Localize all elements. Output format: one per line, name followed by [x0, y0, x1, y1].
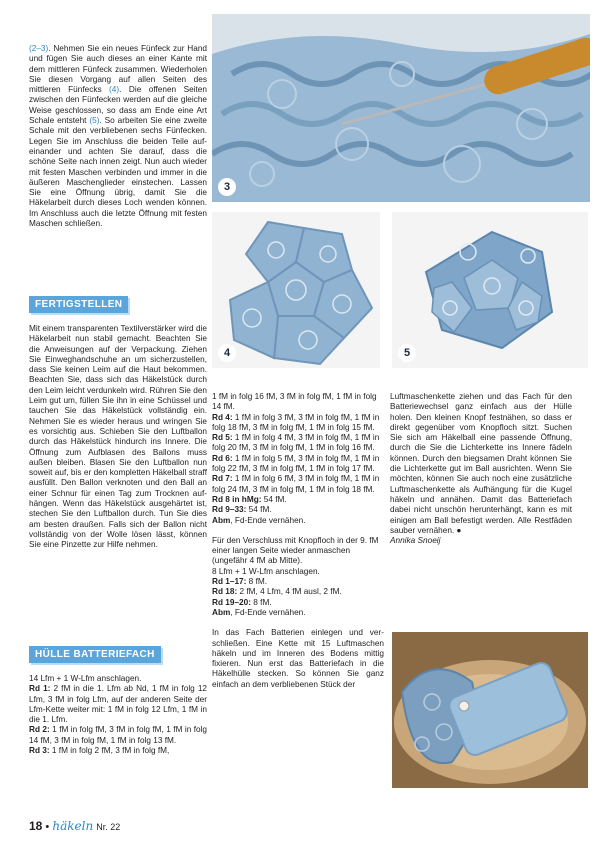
intro-text-1: . Nehmen Sie ein neues Fünfeck zur Hand und fügen Sie auch dieses an einer Kante mit dem mittleren Fünfeck zusammen. Wiederholen Sie diesen Vorgang auf allen Seiten des mittleren Fünfecks [29, 44, 207, 95]
final-paragraph [390, 392, 572, 536]
closure-intro: Für den Verschluss mit Knopfloch in der 9. fM einer langen Seite wieder anmaschen (ungefähr 4 fM ab Mitte). [212, 535, 379, 566]
final-text: Luftmaschenkette ziehen und das Fach für den Batteriewechsel ganz einfach aus der Hülle holen. Den kleinen Knopf festnähen, so dass er direkt gegenüber vom Knopfloch sitzt. Suchen Sie sich am Häkelball eine passende Öffnung, durch die Sie die Lichterkette ins Innere fädeln können. Durch den biegsamen Draht können Sie die Lichterkette gut im Ball ausrichten. Wenn Sie möchten, können Sie auch noch eine zusätzliche Luftmaschenkette als Aufhängung für die Kugel häkeln und annähen. Damit das Batteriefach dabei nicht unschön herunterhängt, kann es mit einigen am Ball befestigt werden. Alle Restfäden sauber vernähen. [390, 392, 572, 535]
heading-fertigstellen: FERTIGSTELLEN [29, 296, 128, 313]
magazine-name: häkeln [52, 819, 94, 833]
row-text: , Fd-Ende vernähen. [230, 515, 306, 525]
case-start: 14 Lfm + 1 W-Lfm anschlagen. [29, 674, 142, 683]
row-text: 1 fM in folg 3 fM, 3 fM in folg fM, 1 fM in folg 18 fM, 3 fM in folg fM, 1 fM in folg 15 fM. [212, 412, 380, 432]
case-row-7 [212, 474, 384, 495]
case-row-5 [212, 433, 384, 454]
row-text: 54 fM. [246, 505, 272, 515]
photo-ref: (5) [89, 116, 100, 126]
row-label: Rd 6: [212, 453, 233, 463]
photo-step-5 [392, 212, 588, 368]
pentagons-bowl-photo [392, 212, 588, 368]
row-label: Rd 19–20: [212, 597, 251, 607]
battery-case-photo [392, 632, 588, 788]
photo-step-4 [212, 212, 380, 368]
column-middle [212, 392, 384, 690]
issue-number: Nr. 22 [96, 822, 121, 832]
photo-step-3 [212, 14, 590, 202]
row-label: Abm [212, 607, 231, 617]
column-left [29, 44, 207, 239]
column-right [390, 392, 572, 546]
case-finish [212, 516, 384, 526]
row-label: Abm [212, 515, 231, 525]
photo-ref: (4) [109, 85, 120, 95]
crochet-hook-photo [212, 14, 590, 202]
closure-row-19-20 [212, 598, 384, 608]
case-row-4 [212, 413, 384, 434]
photo-battery-case [392, 632, 588, 788]
row-text: 1 fM in folg 6 fM, 3 fM in folg fM, 1 fM in folg 24 fM, 3 fM in folg fM, 1 fM in folg 18 fM. [212, 474, 380, 494]
photo-number-5: 5 [398, 344, 416, 362]
closure-row-1-17 [212, 577, 384, 587]
photo-ref: (2–3) [29, 44, 49, 53]
row-label: Rd 4: [212, 412, 233, 422]
footer-bullet: • [45, 821, 50, 833]
row-label: Rd 2: [29, 725, 50, 735]
page-footer [29, 819, 120, 834]
row-label: Rd 1–17: [212, 577, 247, 587]
intro-paragraph [29, 44, 207, 229]
closure-finish [212, 608, 384, 618]
intro-text-2: . Die offenen Seiten zwischen den Fünfecken werden auf die gleiche Weise geschlossen, so dass am Ende eine Art Schale entsteht [29, 85, 207, 126]
row-text: 1 fM in folg 4 fM, 3 fM in folg fM, 1 fM in folg 20 fM, 3 fM in folg fM, 1 fM in folg 16 fM. [212, 433, 380, 453]
battery-paragraph: In das Fach Batterien einlegen und verschließen. Eine Kette mit 15 Luftmaschen häkeln und im Inneren des Bodens mittig fixieren. Nun erst das Batteriefach in die Häkelhülle stecken. So können Sie ganz einfach an dem verbliebenen Stück der [212, 628, 384, 689]
author-signature: Annika Snoeij [390, 536, 441, 546]
case-row-2 [29, 725, 207, 746]
case-row-3 [29, 746, 207, 756]
row-label: Rd 18: [212, 587, 238, 597]
finish-paragraph: Mit einem transparenten Textilverstärker wird die Häkelarbeit nun stabil gemacht. Beachten Sie die Anweisungen auf der Verpackung. Ziehen Sie Einweghandschuhe an um sicherzustellen, dass Sie keinen Leim auf die Haut bekommen. Beachten Sie, dass sich das Häkelstück durch den Leim leicht verdunkeln wird. Rühren Sie den Leim gut um, füllen Sie ihn in eine Schüssel und tauchen Sie das Häkelstück vollständig ein. Nehmen Sie es wieder heraus und wringen Sie es vorsichtig aus. Schieben Sie den Luftballon durch das Häkelstück hindurch ins Innere. Die Öffnung zum Aufblasen des Ballons muss außen bleiben. Blasen Sie den Luftballon nun soweit auf, bis er den kompletten Häkelball straff ausfüllt. Den Ballon verknoten und den Ball an einer Schnur für einen Tag zum Trocknen aufhängen. Wenn das Häkelstück ausgehärtet ist, stechen Sie den Luftballon durch. Tun Sie dies am besten draußen. Falls sich der Ballon nicht vollständig von der Wolle lösen lässt, können Sie eine Pinzette zur Hilfe nehmen. [29, 324, 207, 550]
case-row-1 [29, 684, 207, 725]
case-row-9-33 [212, 505, 384, 515]
row-text: 2 fM in die 1. Lfm ab Nd, 1 fM in folg 12 Lfm, 3 fM in folg Lfm, auf der anderen Seite der Lfm-Kette weiter mit: 1 fM in folg 12 Lfm, 1 fM in die 1. Lfm. [29, 684, 208, 725]
intro-text-3: . So arbeiten Sie eine zweite Schale mit den verbliebenen sechs Fünfecken. Legen Sie im Anschluss die beiden Teile aufeinander und achten Sie darauf, dass die schöne Seite nach innen zeigt. Nun auch wieder mit festen Maschen verbinden und immer in die äußeren Maschenglieder einstechen. Lassen Sie eine Öffnung übrig, damit Sie die Häkelarbeit durch dieses Loch wenden können. Im Anschluss auch die letzte Öffnung mit festen Maschen schließen. [29, 116, 207, 229]
row-label: Rd 9–33: [212, 505, 247, 515]
row-text: 1 fM in folg 2 fM, 3 fM in folg fM, [49, 746, 170, 756]
row-label: Rd 5: [212, 433, 233, 443]
end-mark: ● [456, 525, 462, 535]
row-text: , Fd-Ende vernähen. [230, 607, 306, 617]
finish-section [29, 324, 207, 551]
photo-number-3: 3 [218, 178, 236, 196]
row-text: 8 fM. [250, 597, 272, 607]
row-label: Rd 1: [29, 684, 51, 694]
page-number: 18 [29, 819, 43, 833]
row-text: 8 fM. [246, 577, 268, 587]
case-row-8 [212, 495, 384, 505]
row-text: 54 fM. [261, 494, 287, 504]
case-instructions [29, 674, 207, 756]
row-text: 2 fM, 4 Lfm, 4 fM ausl, 2 fM. [237, 587, 342, 597]
row-label: Rd 8 in hMg: [212, 494, 262, 504]
heading-huelle-batteriefach: HÜLLE BATTERIEFACH [29, 646, 161, 663]
pentagons-flat-photo [212, 212, 380, 368]
row-label: Rd 3: [29, 746, 50, 756]
closure-row-18 [212, 587, 384, 597]
row-label: Rd 7: [212, 474, 233, 484]
row-text: 1 fM in folg fM, 3 fM in folg fM, 1 fM in folg 14 fM, 3 fM in folg fM, 1 fM in folg 13 fM. [29, 725, 208, 745]
closure-start: 8 Lfm + 1 W-Lfm anschlagen. [212, 566, 320, 576]
row-text: 1 fM in folg 5 fM, 3 fM in folg fM, 1 fM in folg 22 fM, 3 fM in folg fM, 1 fM in folg 17 fM. [212, 453, 380, 474]
photo-number-4: 4 [218, 344, 236, 362]
case-row-6 [212, 454, 384, 475]
row-3-continued: 1 fM in folg 16 fM, 3 fM in folg fM, 1 fM in folg 14 fM. [212, 392, 377, 412]
